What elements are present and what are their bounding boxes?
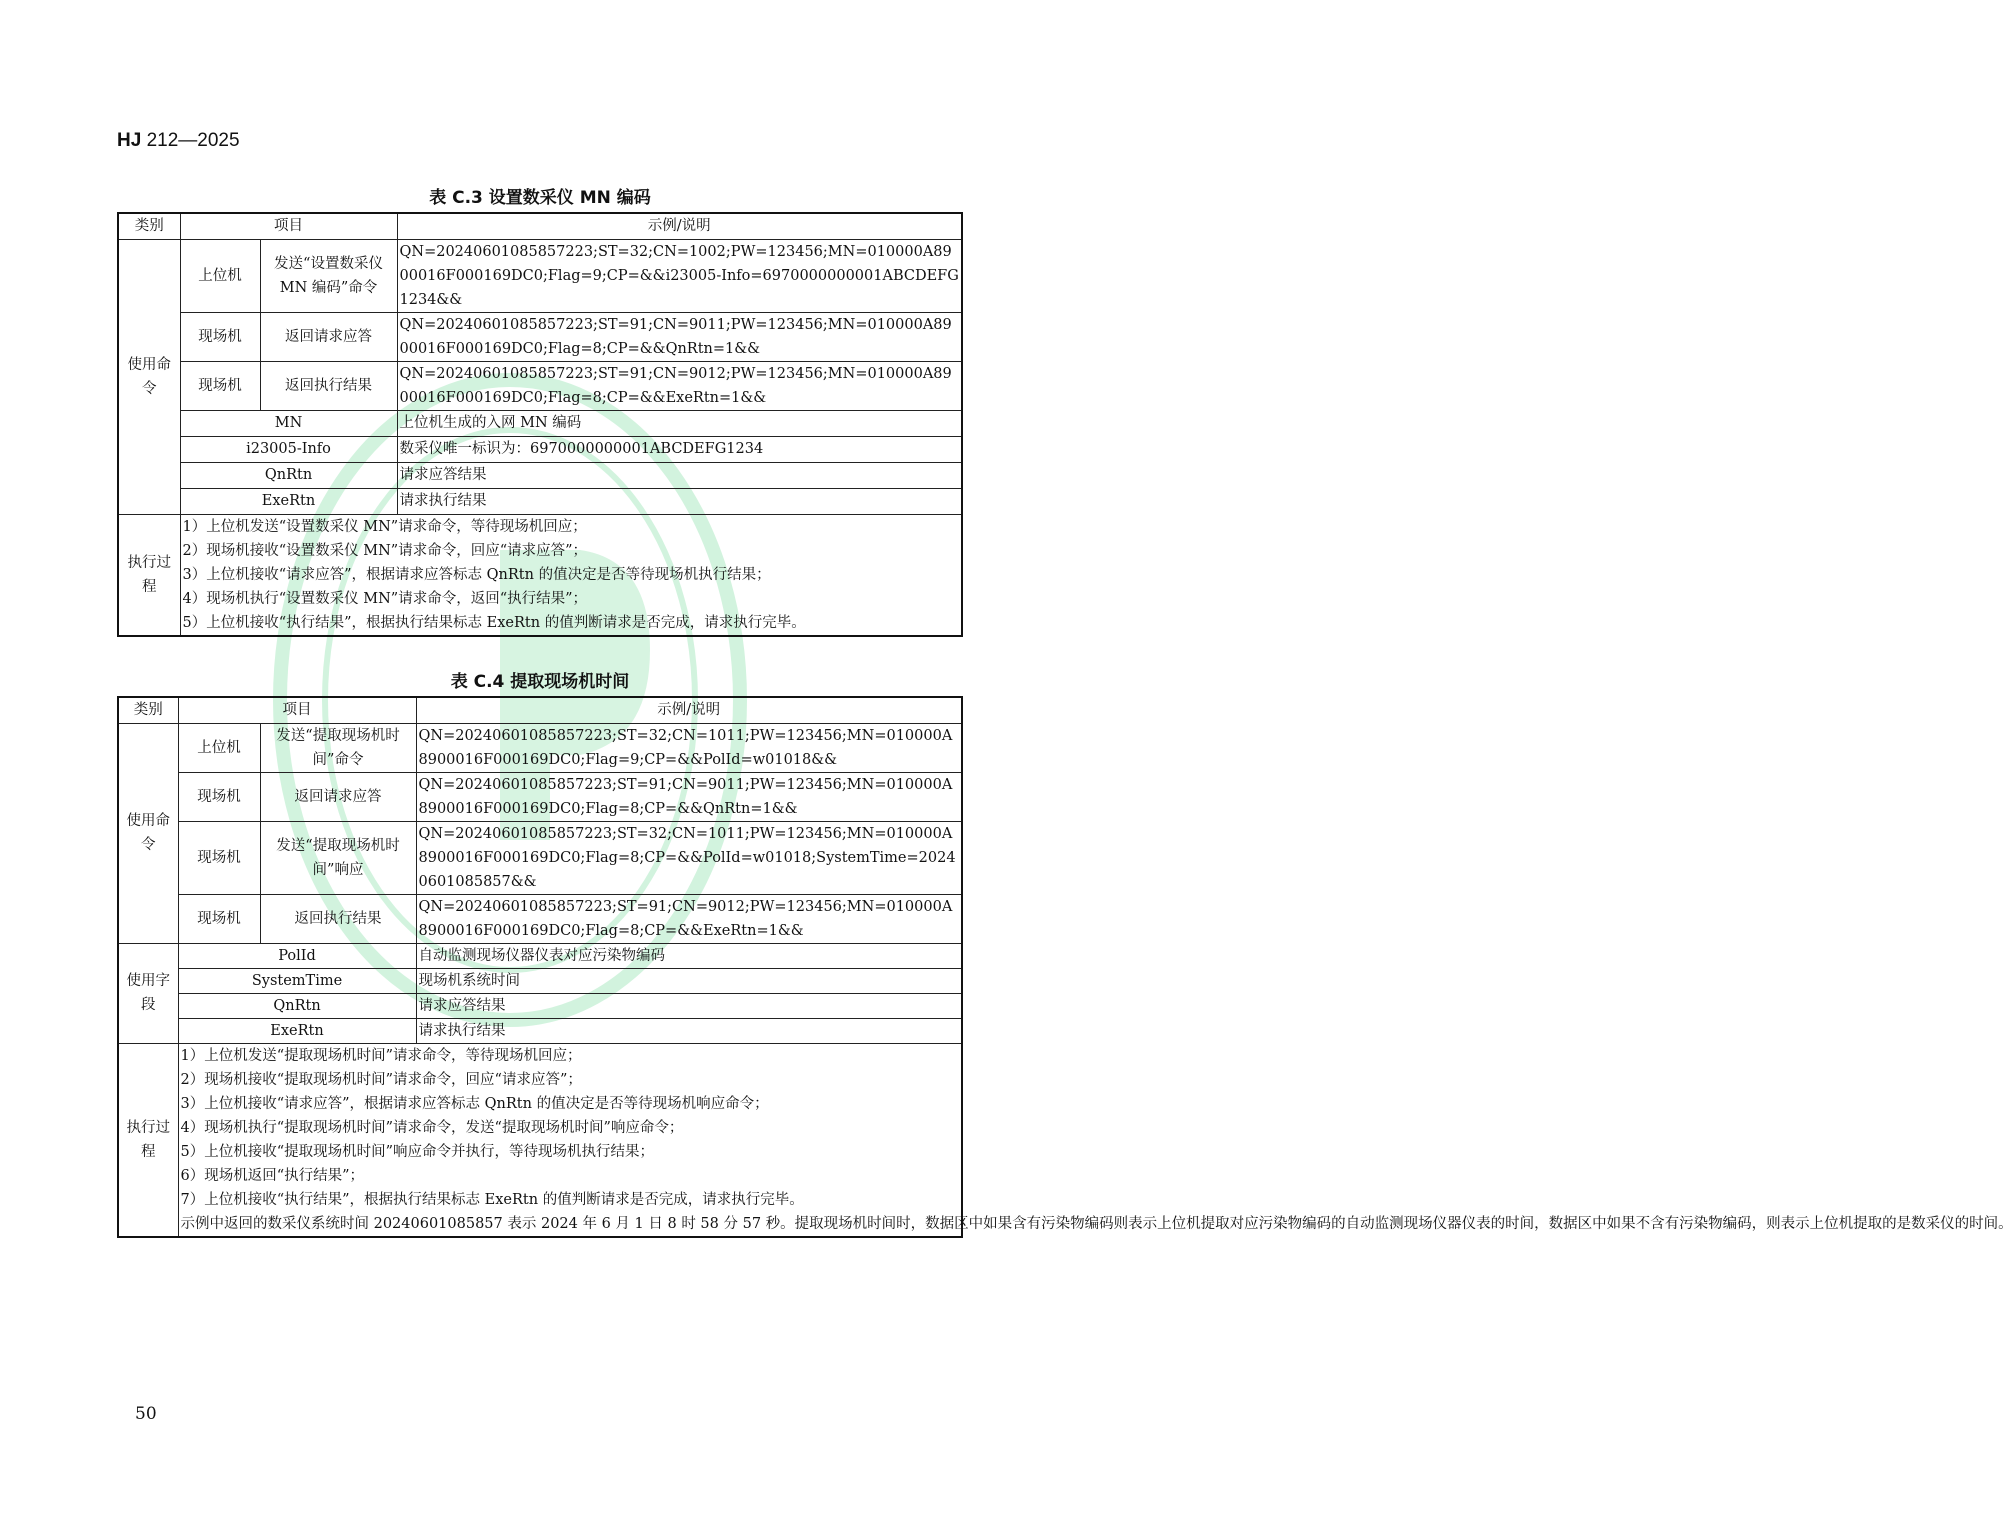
table-row — [118, 410, 962, 436]
command-example: QN=20240601085857223;ST=91;CN=9012;PW=123456;MN=010000A8900016F000169DC0;Flag=8;CP=&&ExeRtn=1&& — [397, 361, 962, 410]
category-fields: 使用字段 — [118, 943, 178, 1043]
command-party: 上位机 — [178, 723, 260, 772]
command-item: 发送“提取现场机时间”响应 — [260, 821, 416, 894]
process-note: 示例中返回的数采仪系统时间 20240601085857 表示 2024 年 6 月 1 日 8 时 58 分 57 秒。提取现场机时间时，数据区中如果含有污染物编码则表示上位机提取对应污染物编码的自动监测现场仪器仪表的时间，数据区中如果不含有污染物编码，则表示上位机提取的是数采仪的时间。 — [180, 1215, 2013, 1232]
table-header-row — [118, 213, 962, 239]
table-row — [118, 312, 962, 361]
header-item: 项目 — [180, 213, 397, 239]
process-step: 5）上位机接收“执行结果”，根据执行结果标志 ExeRtn 的值判断请求是否完成，请求执行完毕。 — [182, 614, 806, 631]
command-party: 现场机 — [180, 312, 260, 361]
process-step: 1）上位机发送“提取现场机时间”请求命令，等待现场机回应； — [180, 1047, 582, 1064]
process-step: 2）现场机接收“设置数采仪 MN”请求命令，回应“请求应答”； — [182, 542, 588, 559]
field-name: ExeRtn — [178, 1018, 416, 1043]
field-desc: 请求应答结果 — [397, 462, 962, 488]
header-category: 类别 — [118, 697, 178, 723]
table-row — [118, 436, 962, 462]
field-desc: 现场机系统时间 — [416, 968, 962, 993]
command-example: QN=20240601085857223;ST=91;CN=9011;PW=123456;MN=010000A8900016F000169DC0;Flag=8;CP=&&QnRtn=1&& — [416, 772, 962, 821]
header-desc: 示例/说明 — [416, 697, 962, 723]
table-row — [118, 943, 962, 968]
field-name: SystemTime — [178, 968, 416, 993]
process-step: 1）上位机发送“设置数采仪 MN”请求命令，等待现场机回应； — [182, 518, 587, 535]
command-example: QN=20240601085857223;ST=32;CN=1011;PW=123456;MN=010000A8900016F000169DC0;Flag=9;CP=&&PolId=w01018&& — [416, 723, 962, 772]
command-item: 返回执行结果 — [260, 894, 416, 943]
field-name: QnRtn — [178, 993, 416, 1018]
table-c3 — [117, 212, 963, 637]
table-row — [118, 239, 962, 312]
category-process: 执行过程 — [118, 1043, 178, 1237]
command-example: QN=20240601085857223;ST=91;CN=9011;PW=123456;MN=010000A8900016F000169DC0;Flag=8;CP=&&QnRtn=1&& — [397, 312, 962, 361]
command-example: QN=20240601085857223;ST=32;CN=1011;PW=123456;MN=010000A8900016F000169DC0;Flag=8;CP=&&PolId=w01018;SystemTime=20240601085857&& — [416, 821, 962, 894]
table-c3-caption: 表 C.3 设置数采仪 MN 编码 — [429, 188, 651, 208]
category-commands: 使用命令 — [118, 723, 178, 943]
header-item: 项目 — [178, 697, 416, 723]
table-row — [118, 462, 962, 488]
process-step: 5）上位机接收“提取现场机时间”响应命令并执行，等待现场机执行结果； — [180, 1143, 655, 1160]
field-desc: 请求应答结果 — [416, 993, 962, 1018]
table-row — [118, 723, 962, 772]
field-desc: 自动监测现场仪器仪表对应污染物编码 — [416, 943, 962, 968]
field-name: ExeRtn — [180, 488, 397, 514]
table-row — [118, 772, 962, 821]
process-step: 6）现场机返回“执行结果”； — [180, 1167, 365, 1184]
table-row — [118, 514, 962, 636]
command-example: QN=20240601085857223;ST=32;CN=1002;PW=123456;MN=010000A8900016F000169DC0;Flag=9;CP=&&i23005-Info=6970000000001ABCDEFG1234&& — [397, 239, 962, 312]
command-party: 现场机 — [178, 894, 260, 943]
field-name: PolId — [178, 943, 416, 968]
command-party: 现场机 — [178, 772, 260, 821]
command-item: 返回执行结果 — [260, 361, 397, 410]
command-item: 发送“提取现场机时间”命令 — [260, 723, 416, 772]
field-name: MN — [180, 410, 397, 436]
table-row — [118, 1018, 962, 1043]
process-steps — [180, 514, 962, 636]
header-category: 类别 — [118, 213, 180, 239]
field-desc: 数采仪唯一标识为：6970000000001ABCDEFG1234 — [397, 436, 962, 462]
process-step: 4）现场机执行“设置数采仪 MN”请求命令，返回“执行结果”； — [182, 590, 588, 607]
table-row — [118, 1043, 962, 1237]
field-name: i23005-Info — [180, 436, 397, 462]
field-desc: 请求执行结果 — [397, 488, 962, 514]
command-item: 返回请求应答 — [260, 772, 416, 821]
process-step: 2）现场机接收“提取现场机时间”请求命令，回应“请求应答”； — [180, 1071, 582, 1088]
table-row — [118, 361, 962, 410]
table-c4-caption: 表 C.4 提取现场机时间 — [450, 672, 630, 692]
process-step: 3）上位机接收“请求应答”，根据请求应答标志 QnRtn 的值决定是否等待现场机响应命令； — [180, 1095, 769, 1112]
table-row — [118, 968, 962, 993]
command-party: 上位机 — [180, 239, 260, 312]
category-commands: 使用命令 — [118, 239, 180, 514]
table-row — [118, 894, 962, 943]
command-party: 现场机 — [178, 821, 260, 894]
field-desc: 上位机生成的入网 MN 编码 — [397, 410, 962, 436]
table-header-row — [118, 697, 962, 723]
command-example: QN=20240601085857223;ST=91;CN=9012;PW=123456;MN=010000A8900016F000169DC0;Flag=8;CP=&&ExeRtn=1&& — [416, 894, 962, 943]
command-item: 发送“设置数采仪 MN 编码”命令 — [260, 239, 397, 312]
category-process: 执行过程 — [118, 514, 180, 636]
process-step: 3）上位机接收“请求应答”，根据请求应答标志 QnRtn 的值决定是否等待现场机执行结果； — [182, 566, 771, 583]
field-name: QnRtn — [180, 462, 397, 488]
standard-number: 212—2025 — [146, 130, 240, 151]
field-desc: 请求执行结果 — [416, 1018, 962, 1043]
standard-prefix: HJ — [117, 130, 142, 151]
table-row — [118, 993, 962, 1018]
process-step: 4）现场机执行“提取现场机时间”请求命令，发送“提取现场机时间”响应命令； — [180, 1119, 684, 1136]
page-number: 50 — [135, 1404, 157, 1424]
header-desc: 示例/说明 — [397, 213, 962, 239]
command-item: 返回请求应答 — [260, 312, 397, 361]
table-c4 — [117, 696, 2013, 1238]
command-party: 现场机 — [180, 361, 260, 410]
process-steps — [178, 1043, 2013, 1237]
table-row — [118, 821, 962, 894]
document-code — [117, 130, 240, 152]
table-row — [118, 488, 962, 514]
process-step: 7）上位机接收“执行结果”，根据执行结果标志 ExeRtn 的值判断请求是否完成，请求执行完毕。 — [180, 1191, 804, 1208]
